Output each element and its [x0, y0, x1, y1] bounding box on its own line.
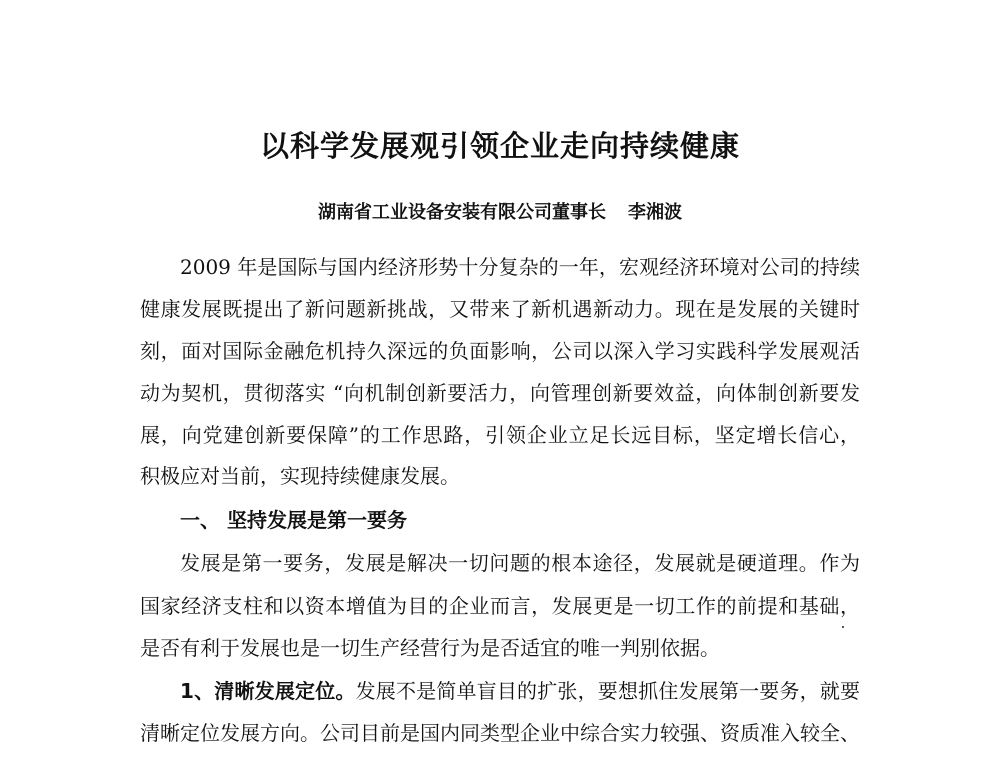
paragraph-1-line-4: 动为契机，贯彻落实 “向机制创新要活力，向管理创新要效益，向体制创新要发	[140, 381, 860, 405]
paragraph-1-line-1: 2009 年是国际与国内经济形势十分复杂的一年，宏观经济环境对公司的持续	[180, 255, 860, 279]
byline	[0, 198, 1000, 224]
paragraph-3-line-1	[140, 678, 860, 704]
paragraph-3-line-2: 清晰定位发展方向。公司目前是国内同类型企业中综合实力较强、资质准入较全、	[140, 721, 860, 745]
paragraph-2-line-3: 是否有利于发展也是一切生产经营行为是否适宜的唯一判别依据。	[140, 636, 720, 660]
scan-speck	[842, 626, 844, 628]
paragraph-2-line-1: 发展是第一要务，发展是解决一切问题的根本途径，发展就是硬道理。作为	[180, 551, 860, 575]
paragraph-1-line-2: 健康发展既提出了新问题新挑战，又带来了新机遇新动力。现在是发展的关键时	[140, 297, 860, 321]
section-1-heading: 一、 坚持发展是第一要务	[180, 508, 407, 532]
paragraph-1-line-5: 展，向党建创新要保障”的工作思路，引领企业立足长远目标，坚定增长信心，	[140, 423, 860, 447]
paragraph-2-line-2: 国家经济支柱和以资本增值为目的企业而言，发展更是一切工作的前提和基础，	[140, 594, 860, 618]
paragraph-1-line-6: 积极应对当前，实现持续健康发展。	[140, 464, 460, 488]
paragraph-3-lead: 1、清晰发展定位。	[180, 679, 356, 703]
byline-organization: 湖南省工业设备安装有限公司董事长	[318, 202, 606, 223]
document-title: 以科学发展观引领企业走向持续健康	[259, 129, 740, 163]
byline-author: 李湘波	[628, 202, 682, 223]
paragraph-3-line-1-rest: 发展不是简单盲目的扩张，要想抓住发展第一要务，就要	[355, 679, 860, 703]
paragraph-1-line-3: 刻，面对国际金融危机持久深远的负面影响，公司以深入学习实践科学发展观活	[140, 339, 860, 363]
